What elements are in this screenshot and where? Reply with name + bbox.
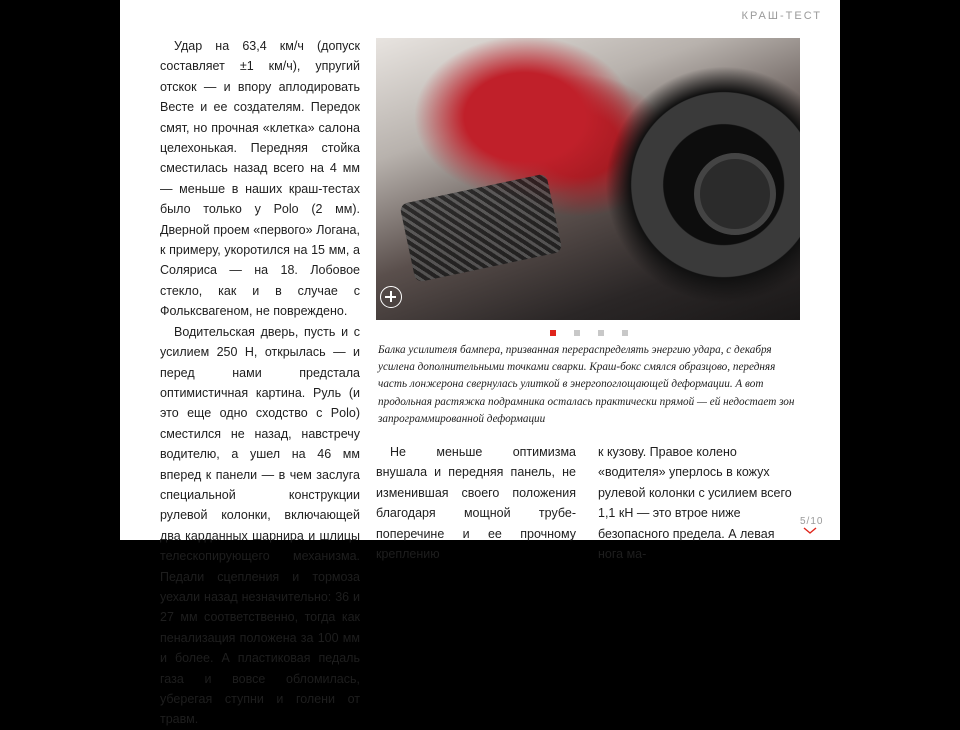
paragraph: Водительская дверь, пусть и с усилием 250 Н, открылась — и перед нами предстала оптимистичная картина. Руль (и это еще одно сходство с Polo) сместился не назад, навстречу водителю, а ушел на 46 мм вперед к панели — в чем заслуга специальной конструкции рулевой колонки, включающей два карданных шарнира и шлицы телескопирующего механизма. Педали сцепления и тормоза уехали назад незначительно: 36 и 27 мм соответственно, тогда как пенализация положена за 100 мм и более. А пластиковая педаль газа и вовсе обломилась, уберегая ступни и голени от травм. bbox=[160, 324, 360, 727]
crash-photo[interactable] bbox=[376, 38, 800, 320]
pager-dot[interactable] bbox=[622, 330, 628, 336]
gallery-pager bbox=[550, 330, 640, 338]
pager-dot[interactable] bbox=[574, 330, 580, 336]
pager-dot[interactable] bbox=[598, 330, 604, 336]
pager-dot-active[interactable] bbox=[550, 330, 556, 336]
photo-caption: Балка усилителя бампера, призванная перераспределять энергию удара, с декабря усилена дополнительными точками сварки. Краш-бокс смялся образцово, передняя часть лонжерона свернулась улиткой в энергопоглощающей деформации. А вот продольная растяжка подрамника осталась практически прямой — ей недостает зон запрограммированной деформации bbox=[378, 344, 795, 425]
paragraph: Не меньше оптимизма внушала и передняя панель, не изменившая своего положения благодаря мощной трубе-поперечине и ее прочному креплению bbox=[376, 445, 576, 562]
article-middle-column bbox=[376, 442, 576, 564]
paragraph: к кузову. Правое колено «водителя» уперлось в кожух рулевой колонки с усилием всего 1,1 кН — это втрое ниже безопасного предела. А левая нога ма- bbox=[598, 445, 792, 562]
photo-wheel-detail bbox=[694, 153, 776, 235]
photo-bumper-detail bbox=[399, 173, 562, 282]
magazine-page bbox=[120, 0, 840, 727]
paragraph: Удар на 63,4 км/ч (допуск составляет ±1 км/ч), упругий отскок — и впору аплодировать Весте и ее создателям. Передок смят, но прочная «клетка» салона целехонькая. Передняя стойка сместилась назад всего на 4 мм — меньше в наших краш-тестах было только у Polo (2 мм). Дверной проем «первого» Логана, к примеру, укоротился на 15 мм, а Соляриса — на 18. Лобовое стекло, как и в случае с Фольксвагеном, не повреждено. bbox=[160, 39, 360, 319]
article-left-column bbox=[160, 36, 360, 730]
zoom-plus-icon[interactable] bbox=[380, 286, 402, 308]
page-number: 5/10 bbox=[800, 516, 824, 527]
section-label: КРАШ-ТЕСТ bbox=[741, 10, 822, 22]
chevron-down-icon[interactable] bbox=[804, 528, 816, 534]
article-right-column bbox=[598, 442, 798, 564]
